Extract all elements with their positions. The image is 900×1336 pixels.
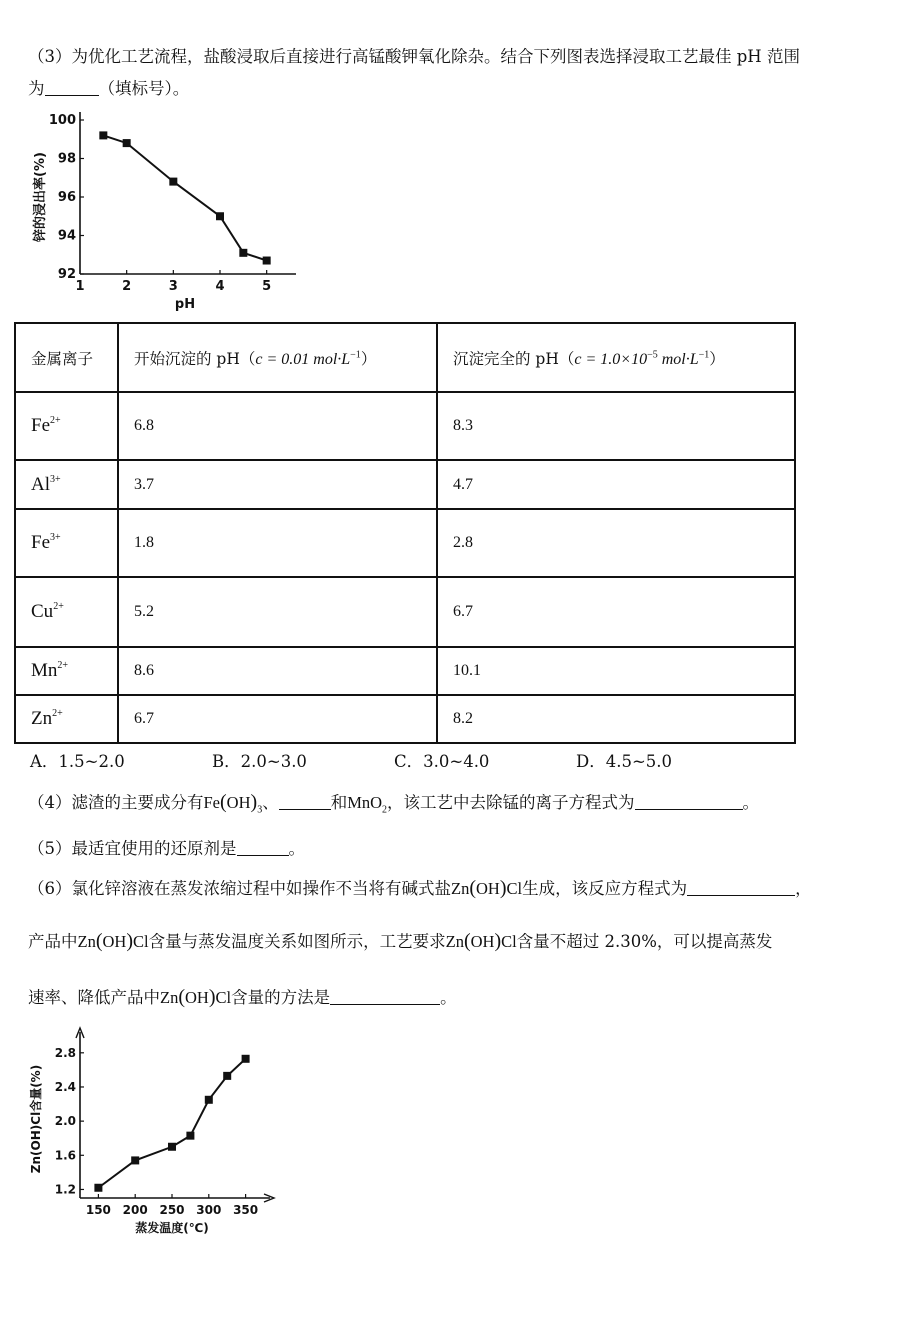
complete-ph-cell: 4.7 — [437, 460, 795, 509]
y-tick-label: 1.2 — [54, 1182, 76, 1197]
y-tick-label: 94 — [57, 228, 76, 244]
table-row — [15, 509, 795, 577]
start-ph-cell: 6.8 — [118, 392, 437, 460]
x-tick-label: 300 — [196, 1203, 222, 1217]
table-row — [15, 577, 795, 647]
q6-line-3: 速率、降低产品中Zn(OH)Cl含量的方法是 。 — [28, 986, 457, 1008]
y-axis-label: 锌的浸出率(%) — [33, 152, 48, 242]
q6-text-2: 产品中 — [28, 932, 78, 951]
header-metal-ion: 金属离子 — [15, 323, 118, 392]
complete-ph-cell: 8.3 — [437, 392, 795, 460]
ion-cell: $Fe^{3+}$ — [15, 509, 118, 577]
y-tick-label: 2.8 — [54, 1045, 76, 1060]
table-header-row — [15, 323, 795, 392]
y-axis-label: Zn(OH)Cl含量(%) — [29, 1064, 43, 1174]
znohcl-content-chart — [24, 1026, 284, 1236]
start-ph-cell: 8.6 — [118, 647, 437, 695]
data-point — [216, 212, 224, 220]
choice-d[interactable]: D．4.5~5.0 — [576, 752, 673, 771]
data-point — [263, 257, 271, 265]
answer-blank-q6-equation[interactable] — [687, 879, 795, 896]
ion-cell: $Zn^{2+}$ — [15, 695, 118, 743]
choice-b[interactable]: B．2.0~3.0 — [212, 752, 307, 771]
q6-line-2: 产品中Zn(OH)Cl含量与蒸发温度关系如图所示，工艺要求Zn(OH)Cl含量不超过 2.30%，可以提高蒸发 — [28, 930, 773, 952]
choice-c[interactable]: C．3.0~4.0 — [394, 752, 490, 771]
table-row — [15, 647, 795, 695]
x-tick-label: 1 — [75, 279, 85, 294]
x-tick-label: 5 — [262, 279, 272, 294]
y-tick-label: 2.0 — [54, 1114, 76, 1129]
y-tick-label: 98 — [57, 151, 76, 167]
x-tick-label: 250 — [159, 1203, 185, 1217]
q3-prefix: 为 — [28, 79, 45, 98]
complete-ph-cell: 10.1 — [437, 647, 795, 695]
complete-ph-cell: 6.7 — [437, 577, 795, 647]
x-tick-label: 4 — [215, 279, 225, 294]
q6-text-3: 速率、降低产品中 — [28, 988, 160, 1007]
zinc-leaching-chart — [28, 108, 298, 313]
data-point — [239, 249, 247, 257]
q5-line: （5）最适宜使用的还原剂是 。 — [28, 839, 305, 858]
y-tick-label: 96 — [57, 190, 76, 205]
precipitation-ph-table — [14, 322, 796, 744]
start-ph-cell: 5.2 — [118, 577, 437, 647]
ion-cell: $Al^{3+}$ — [15, 460, 118, 509]
formula-oh: OH — [226, 793, 251, 812]
y-tick-label: 92 — [57, 267, 76, 282]
ion-cell: $Fe^{2+}$ — [15, 392, 118, 460]
q3-line-1 — [28, 44, 800, 70]
q6-line-1: （6）氯化锌溶液在蒸发浓缩过程中如操作不当将有碱式盐Zn(OH)Cl生成，该反应方程式为 ， — [28, 877, 812, 899]
complete-ph-cell: 8.2 — [437, 695, 795, 743]
data-point — [186, 1132, 194, 1140]
data-point — [131, 1156, 139, 1164]
ion-cell: $Cu^{2+}$ — [15, 577, 118, 647]
y-tick-label: 100 — [48, 113, 76, 128]
q3-line-2 — [28, 76, 189, 102]
x-axis-label: 蒸发温度(℃) — [135, 1221, 209, 1235]
data-point — [205, 1096, 213, 1104]
header-start-ph: 开始沉淀的 pH（c = 0.01 $mol\cdot L^{-1}$） — [118, 323, 437, 392]
x-tick-label: 350 — [233, 1203, 259, 1217]
answer-blank-q3[interactable] — [45, 79, 99, 96]
data-point — [223, 1072, 231, 1080]
answer-blank-q5[interactable] — [237, 839, 289, 856]
ion-cell: $Mn^{2+}$ — [15, 647, 118, 695]
q4-line: （4）滤渣的主要成分有$Fe(OH)_3$、 和MnO$_2$，该工艺中去除锰的离子方程式为 。 — [28, 791, 760, 816]
data-point — [169, 178, 177, 186]
q6-text-1: （6）氯化锌溶液在蒸发浓缩过程中如操作不当将有碱式盐 — [28, 879, 451, 898]
q3-suffix: （填标号）。 — [98, 79, 190, 98]
answer-choices — [30, 749, 672, 775]
answer-blank-q4-equation[interactable] — [635, 793, 743, 810]
answer-blank-q4-residue[interactable] — [279, 793, 331, 810]
header-complete-ph: 沉淀完全的 $pH(c = 1.0\times 10^{-5}$ $mol\cdot L^{-1}$） — [437, 323, 795, 392]
x-tick-label: 2 — [122, 279, 132, 294]
data-point — [94, 1184, 102, 1192]
formula-c2: c = 1.0×10 — [574, 350, 648, 368]
start-ph-cell: 3.7 — [118, 460, 437, 509]
formula-c1: c = 0.01 mol·L — [255, 350, 351, 368]
data-point — [168, 1143, 176, 1151]
q3-text: （3）为优化工艺流程，盐酸浸取后直接进行高锰酸钾氧化除杂。结合下列图表选择浸取工艺最佳 pH 范围 — [28, 47, 800, 66]
q4-mid: ，该工艺中去除锰的离子方程式为 — [387, 793, 635, 812]
start-ph-cell: 1.8 — [118, 509, 437, 577]
x-tick-label: 200 — [122, 1203, 148, 1217]
formula-fe: Fe — [203, 793, 220, 812]
answer-blank-q6-method[interactable] — [330, 988, 440, 1005]
q4-prefix: （4）滤渣的主要成分有 — [28, 793, 204, 812]
complete-ph-cell: 2.8 — [437, 509, 795, 577]
x-tick-label: 150 — [85, 1203, 111, 1217]
q5-text: （5）最适宜使用的还原剂是 — [28, 839, 237, 858]
formula-mno2: MnO — [347, 793, 383, 812]
y-tick-label: 1.6 — [54, 1148, 76, 1163]
start-ph-cell: 6.7 — [118, 695, 437, 743]
data-point — [242, 1055, 250, 1063]
table-row — [15, 392, 795, 460]
y-tick-label: 2.4 — [54, 1079, 76, 1094]
x-tick-label: 3 — [168, 279, 178, 294]
table-row — [15, 460, 795, 509]
data-point — [123, 139, 131, 147]
choice-a[interactable]: A．1.5~2.0 — [30, 752, 125, 771]
table-row — [15, 695, 795, 743]
data-point — [99, 131, 107, 139]
series-line — [103, 135, 266, 260]
x-axis-label: pH — [174, 297, 196, 312]
